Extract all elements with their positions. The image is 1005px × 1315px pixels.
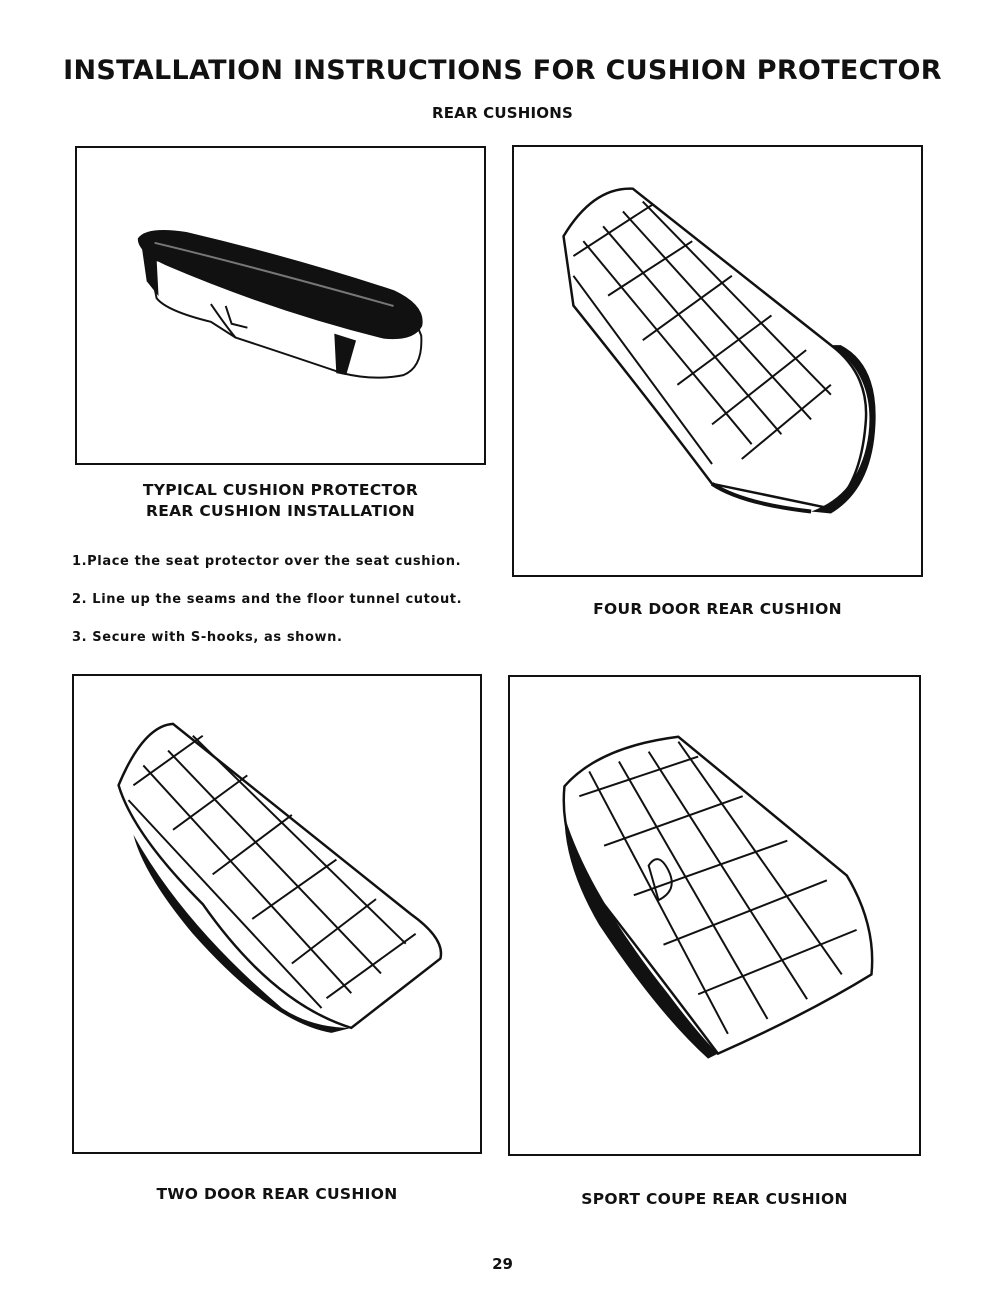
two-door-cushion-figure — [72, 674, 482, 1154]
instruction-list — [72, 552, 492, 666]
wire-frame-cushion-illustration-icon — [510, 677, 919, 1154]
sport-coupe-cushion-figure — [508, 675, 921, 1156]
wire-frame-cushion-illustration-icon — [74, 676, 480, 1152]
instruction-step-1: 1.Place the seat protector over the seat cushion. — [72, 554, 462, 569]
typical-caption-line1: TYPICAL CUSHION PROTECTOR — [142, 481, 419, 499]
page-title: INSTALLATION INSTRUCTIONS FOR CUSHION PROTECTOR — [63, 55, 942, 86]
sport-coupe-caption: SPORT COUPE REAR CUSHION — [581, 1190, 848, 1208]
page-number: 29 — [492, 1255, 513, 1273]
four-door-caption: FOUR DOOR REAR CUSHION — [593, 600, 842, 618]
instruction-step-3: 3. Secure with S-hooks, as shown. — [72, 630, 343, 645]
cushion-protector-illustration-icon — [77, 148, 484, 463]
four-door-cushion-figure — [512, 145, 923, 577]
instruction-step-2: 2. Line up the seams and the floor tunnel cutout. — [72, 592, 463, 607]
typical-cushion-caption — [75, 480, 486, 522]
two-door-caption: TWO DOOR REAR CUSHION — [156, 1185, 398, 1203]
page-subtitle: REAR CUSHIONS — [431, 104, 573, 122]
typical-caption-line2: REAR CUSHION INSTALLATION — [145, 502, 416, 520]
wire-frame-cushion-illustration-icon — [514, 147, 921, 575]
typical-cushion-protector-figure — [75, 146, 486, 465]
